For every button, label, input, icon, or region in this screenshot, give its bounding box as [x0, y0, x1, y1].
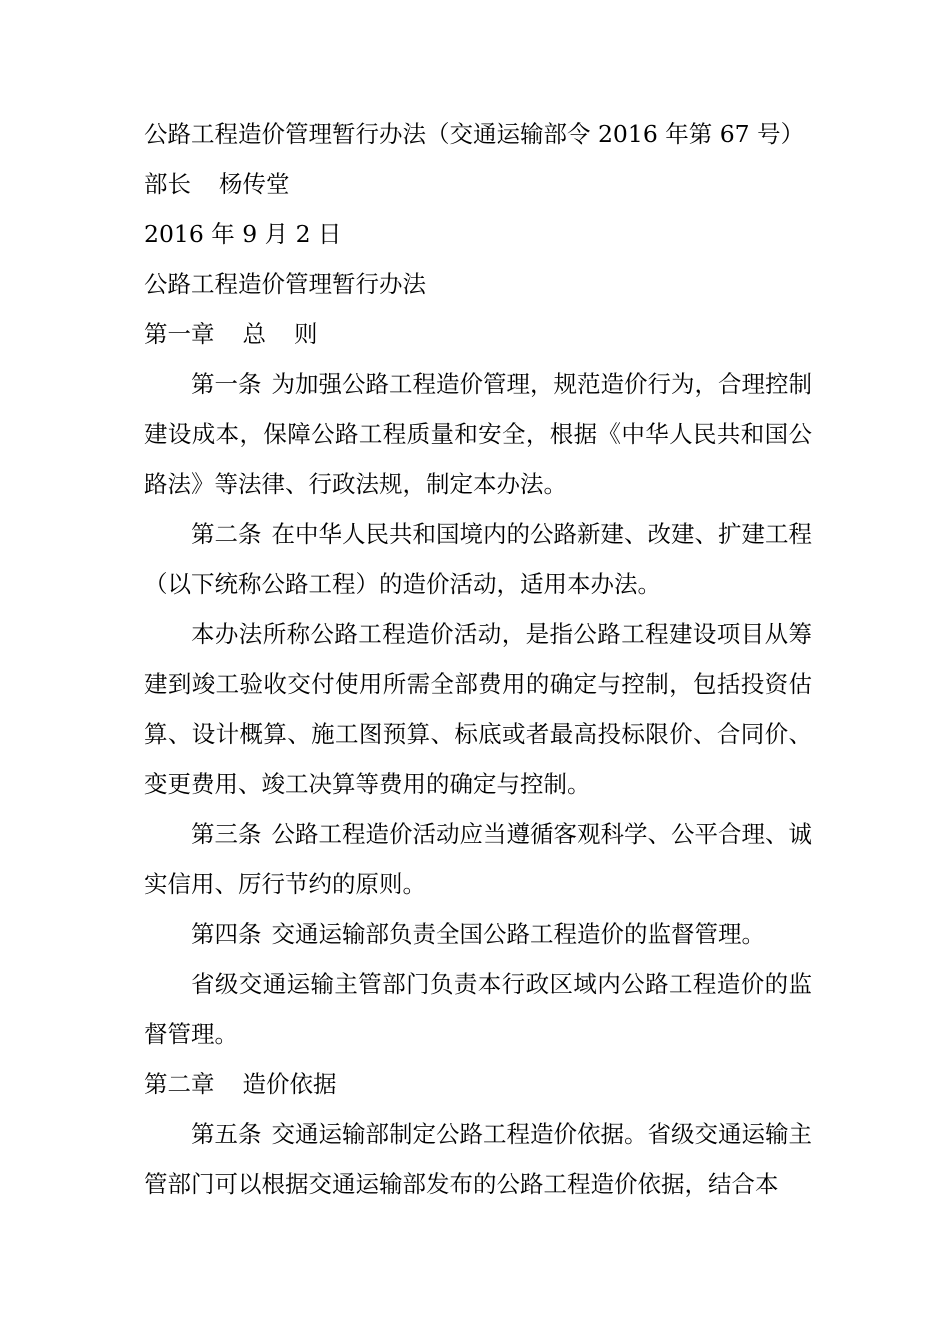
article-4 — [144, 909, 812, 959]
chapter-1-heading — [144, 309, 812, 359]
document-title: 公路工程造价管理暂行办法 — [144, 270, 426, 298]
article-4-paragraph-2-text: 省级交通运输主管部门负责本行政区域内公路工程造价的监督管理。 — [144, 970, 812, 1048]
chapter-2-heading — [144, 1059, 812, 1109]
article-4-paragraph-2 — [144, 959, 812, 1059]
article-4-label: 第四条 — [191, 920, 262, 948]
article-2-paragraph-2-text: 本办法所称公路工程造价活动，是指公路工程建设项目从筹建到竣工验收交付使用所需全部费用的确定与控制，包括投资估算、设计概算、施工图预算、标底或者最高投标限价、合同价、变更费用、竣工决算等费用的确定与控制。 — [144, 620, 812, 798]
chapter-1-name-b: 则 — [294, 320, 318, 348]
article-3-label: 第三条 — [191, 820, 262, 848]
minister-title: 部长 — [144, 170, 191, 198]
article-2 — [144, 509, 812, 609]
document-body — [144, 109, 812, 1209]
decree-title: 公路工程造价管理暂行办法（交通运输部令 2016 年第 67 号） — [144, 120, 805, 148]
article-2-paragraph-2 — [144, 609, 812, 809]
chapter-2-number: 第二章 — [144, 1070, 215, 1098]
issue-date: 2016 年 9 月 2 日 — [144, 220, 342, 248]
article-4-text: 交通运输部负责全国公路工程造价的监督管理。 — [271, 920, 765, 948]
chapter-2-name: 造价依据 — [242, 1070, 337, 1098]
article-2-text: 在中华人民共和国境内的公路新建、改建、扩建工程（以下统称公路工程）的造价活动，适用本办法。 — [144, 520, 812, 598]
article-1-text: 为加强公路工程造价管理，规范造价行为，合理控制建设成本，保障公路工程质量和安全，根据《中华人民共和国公路法》等法律、行政法规，制定本办法。 — [144, 370, 812, 498]
article-1-label: 第一条 — [191, 370, 262, 398]
chapter-1-name-a: 总 — [242, 320, 266, 348]
article-1 — [144, 359, 812, 509]
article-5 — [144, 1109, 812, 1209]
minister-name: 杨传堂 — [219, 170, 290, 198]
chapter-1-number: 第一章 — [144, 320, 215, 348]
article-3-text: 公路工程造价活动应当遵循客观科学、公平合理、诚实信用、厉行节约的原则。 — [144, 820, 812, 898]
article-5-label: 第五条 — [191, 1120, 262, 1148]
article-5-text: 交通运输部制定公路工程造价依据。省级交通运输主管部门可以根据交通运输部发布的公路工程造价依据，结合本 — [144, 1120, 812, 1198]
minister-line — [144, 159, 812, 209]
article-3 — [144, 809, 812, 909]
article-2-label: 第二条 — [191, 520, 262, 548]
